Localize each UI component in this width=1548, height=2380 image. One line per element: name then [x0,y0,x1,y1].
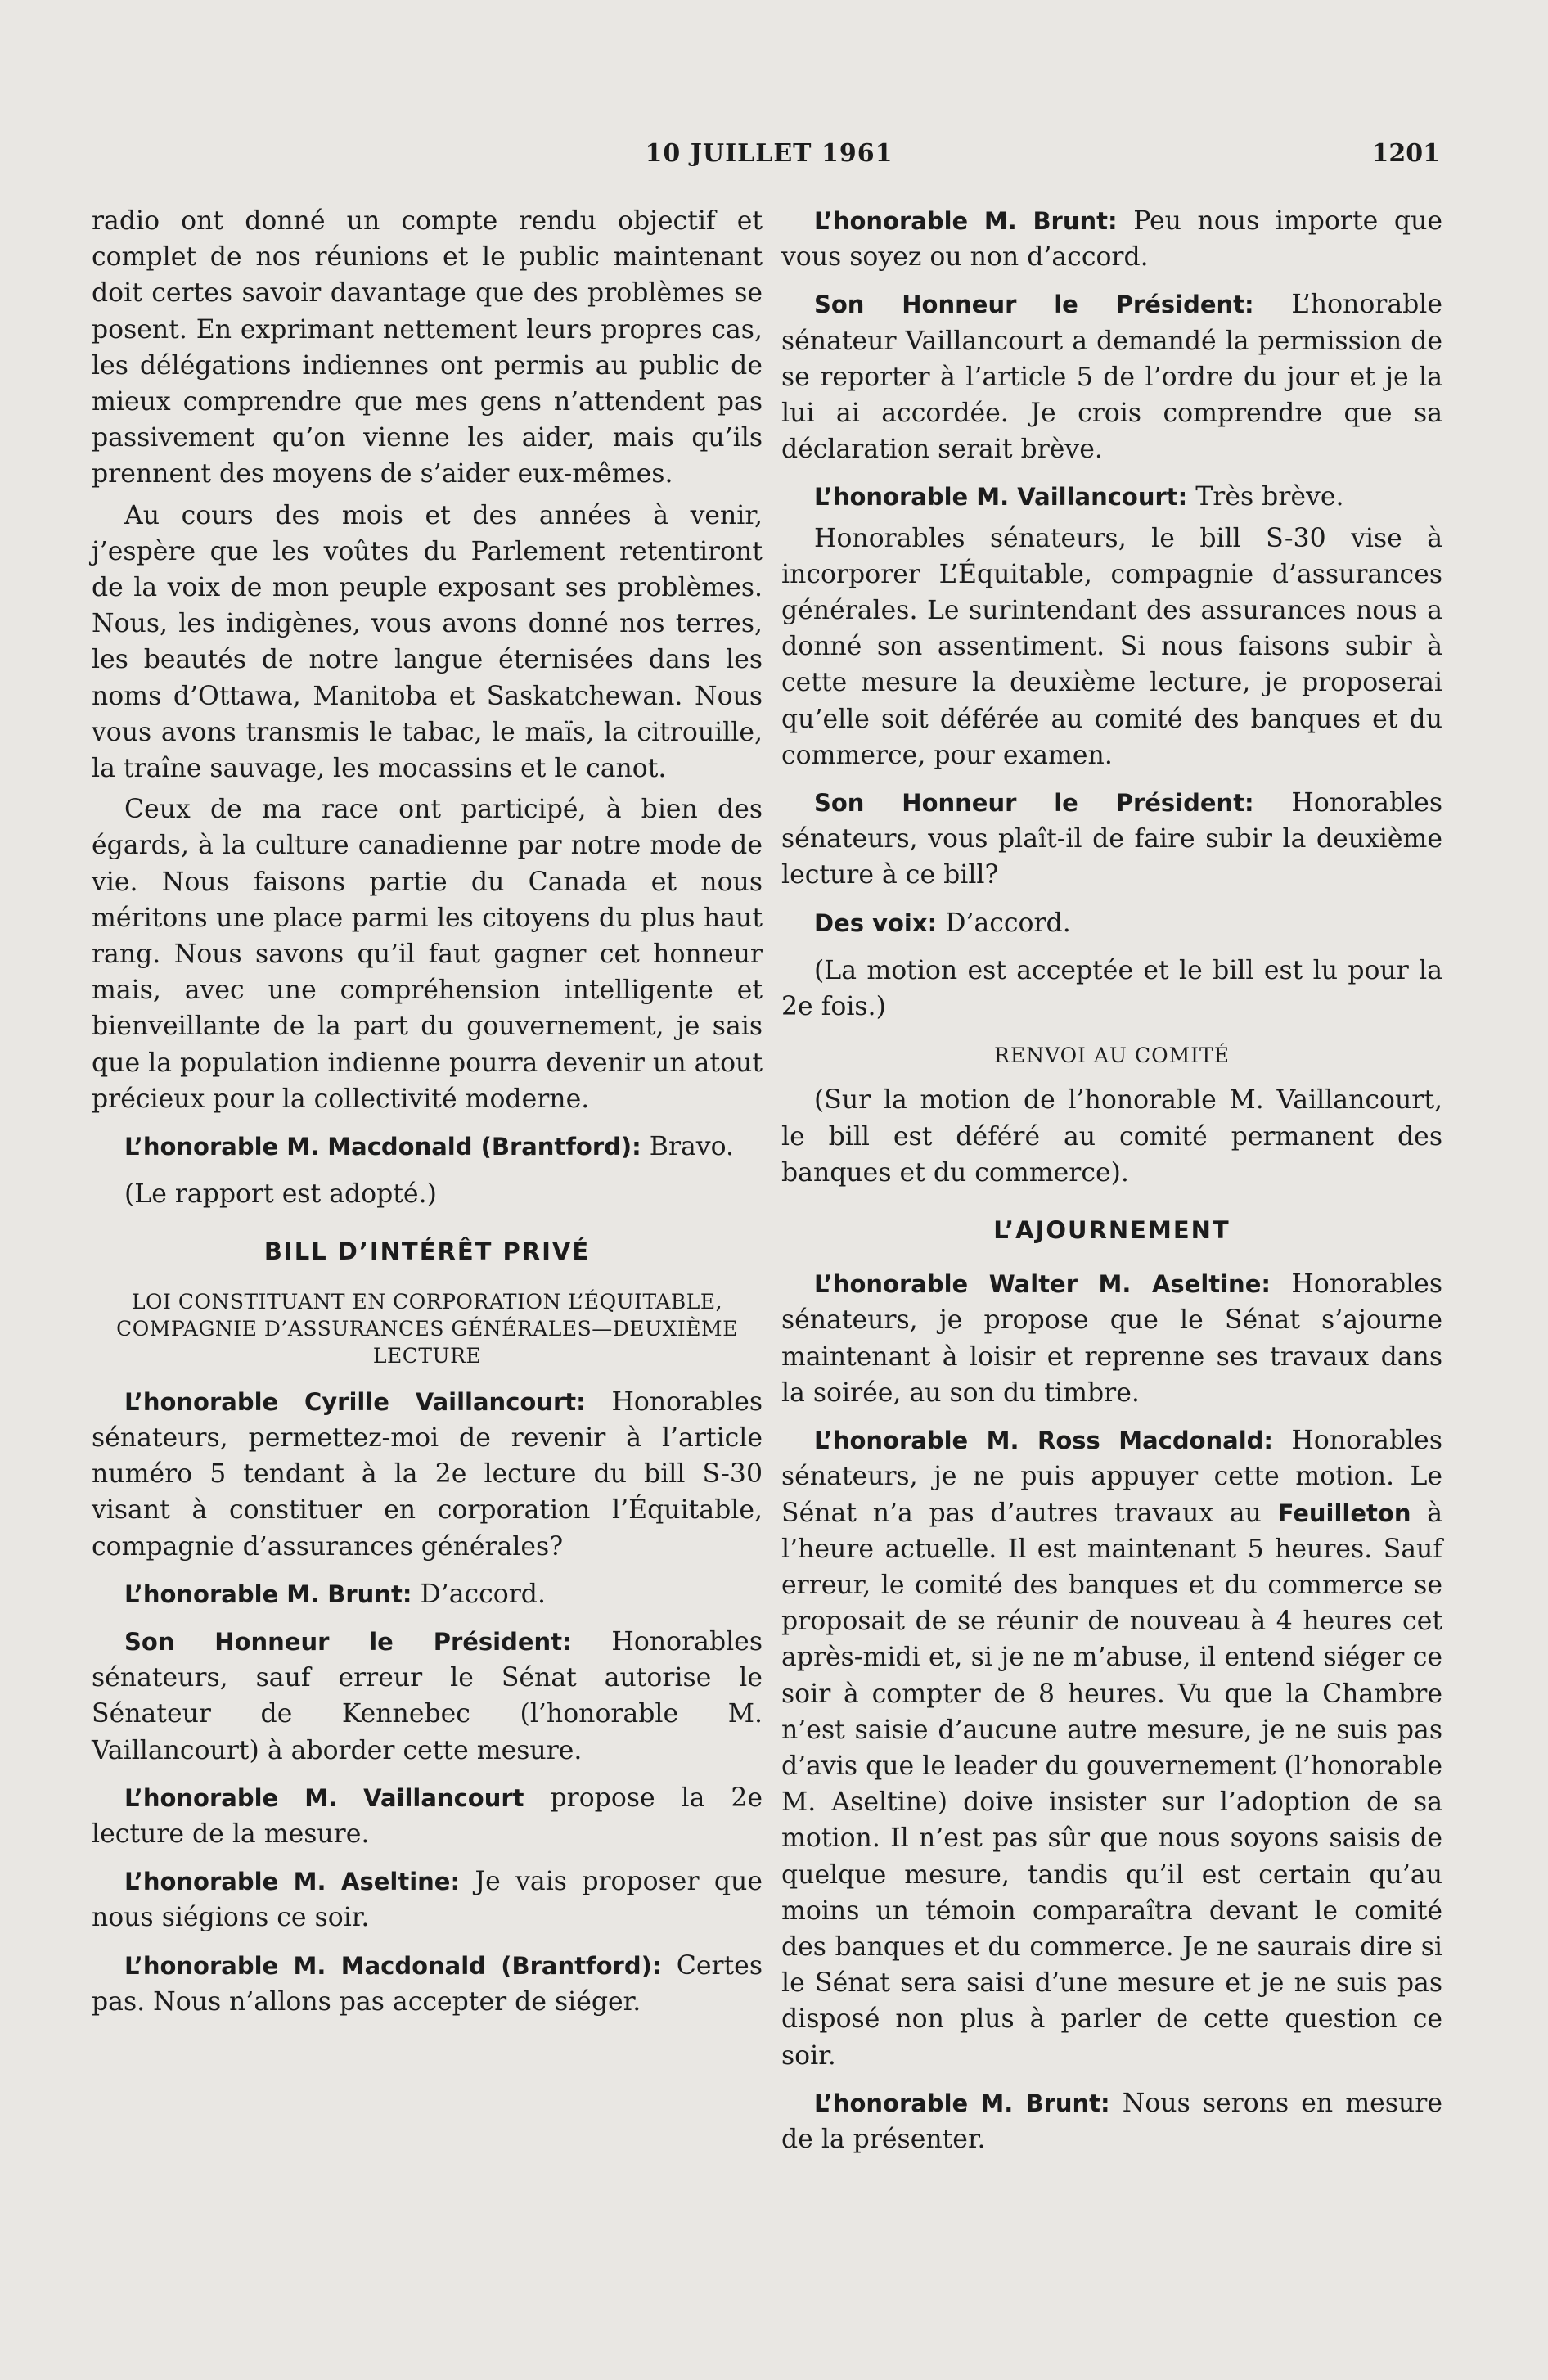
speech [92,1129,763,1165]
page-number: 1201 [1371,139,1440,168]
speaker-name: L’honorable M. Vaillancourt: [814,483,1188,512]
speaker-name: L’honorable M. Macdonald (Brantford): [124,1951,662,1980]
speech [92,1780,763,1852]
speaker-name: L’honorable M. Ross Macdonald: [814,1427,1274,1455]
speaker-name: Son Honneur le Président: [124,1627,572,1656]
speaker-name: Des voix: [814,908,938,937]
speaker-name: L’honorable Cyrille Vaillancourt: [124,1387,586,1416]
speech-text: Honorables sénateurs, permettez-moi de revenir à l’article numéro 5 tendant à la 2e lecture du bill S-30 visant à constituer en corporation l’Équitable, compagnie d’assurances générales? [92,1386,763,1562]
speaker-name: L’honorable M. Vaillancourt [124,1783,524,1812]
speaker-name: L’honorable M. Macdonald (Brantford): [124,1133,641,1161]
section-heading: BILL D’INTÉRÊT PRIVÉ [263,1237,591,1266]
paragraph: radio ont donné un compte rendu objectif et complet de nos réunions et le public maintenant doit certes savoir davantage que des problèmes se posent. En exprimant nettement leurs propres cas, les délégations indiennes ont permis au public de mieux comprendre que mes gens n’attendent pas passivement qu’on vienne les aider, mais qu’ils prennent des moyens de s’aider eux-mêmes. [92,206,763,489]
speech [92,1576,763,1612]
paragraph: Honorables sénateurs, le bill S-30 vise à incorporer L’Équitable, compagnie d’assurances générales. Le surintendant des assurances nous a donné son assentiment. Si nous faisons subir à cette mesure la deuxième lecture, je proposerai qu’elle soit déférée au comité des banques et du commerce, pour examen. [781,523,1442,770]
speech-text: à l’heure actuelle. Il est maintenant 5 heures. Sauf erreur, le comité des banques et du commerce se proposait de se réunir de nouveau à 4 heures cet après-midi et, si je ne m’abuse, il entend siéger ce soir à compter de 8 heures. Vu que la Chambre n’est saisie d’aucune autre mesure, je ne suis pas d’avis que le leader du gouvernement (l’honorable M. Aseltine) doive insister sur l’adoption de sa motion. Il n’est pas sûr que nous soyons saisis de quelque mesure, tandis qu’il est certain qu’au moins un témoin comparaîtra devant le comité des banques et du commerce. Je ne saurais dire si le Sénat sera saisi d’une mesure et je ne suis pas disposé non plus à parler de cette question ce soir. [781,1498,1442,2071]
speech-text: Honorables sénateurs, je propose que le Sénat s’ajourne maintenant à loisir et reprenne ses travaux dans la soirée, au son du timbre. [781,1269,1442,1408]
speech [92,1864,763,1936]
procedural-note: (La motion est acceptée et le bill est lu pour la 2e fois.) [781,955,1442,1022]
speech [781,286,1442,467]
subsection-heading: LOI CONSTITUANT EN CORPORATION L’ÉQUITABLE, COMPAGNIE D’ASSURANCES GÉNÉRALES—DEUXIÈME LECTURE [116,1289,738,1368]
speaker-name: L’honorable M. Brunt: [814,2089,1110,2117]
speaker-name: L’honorable M. Brunt: [814,207,1118,235]
speech [781,2085,1442,2157]
speech-text: Bravo. [649,1132,735,1162]
speech-text: Certes pas. Nous n’allons pas accepter de siéger. [92,1950,763,2017]
speaker-name: L’honorable M. Brunt: [124,1580,412,1608]
speech-text: Honorables sénateurs, je ne puis appuyer cette motion. Le Sénat n’a pas d’autres travaux au [781,1426,1442,1528]
paragraph: Au cours des mois et des années à venir, j’espère que les voûtes du Parlement retentiront de la voix de mon peuple exposant ses problèmes. Nous, les indigènes, vous avons donné nos terres, les beautés de notre langue éternisées dans les noms d’Ottawa, Manitoba et Saskatchewan. Nous vous avons transmis le tabac, le maïs, la citrouille, la traîne sauvage, les mocassins et le canot. [92,500,763,784]
speaker-name: Son Honneur le Président: [814,291,1254,319]
section-heading: RENVOI AU COMITÉ [994,1044,1230,1068]
speech-text: propose la 2e lecture de la mesure. [92,1783,763,1849]
speech [781,203,1442,275]
speech [781,905,1442,941]
paragraph: Ceux de ma race ont participé, à bien des égards, à la culture canadienne par notre mode de vie. Nous faisons partie du Canada et nous méritons une place parmi les citoyens du plus haut rang. Nous savons qu’il faut gagner cet honneur mais, avec une compréhension intelligente et bienveillante de la part du gouvernement, je sais que la population indienne pourra devenir un atout précieux pour la collectivité moderne. [92,795,763,1114]
page-header [98,139,1440,180]
section-heading: L’AJOURNEMENT [993,1216,1231,1245]
speaker-name: L’honorable M. Aseltine: [124,1868,461,1896]
speech-text: Très brève. [1195,482,1344,512]
speech-text: Nous serons en mesure de la présenter. [781,2088,1442,2154]
speech [92,1624,763,1769]
speaker-name: Son Honneur le Président: [814,789,1254,818]
speech-text: D’accord. [420,1579,546,1609]
procedural-note: (Le rapport est adopté.) [124,1179,437,1210]
speech-text: D’accord. [945,908,1071,938]
speech [92,1384,763,1565]
bold-term: Feuilleton [1277,1499,1411,1527]
speech-text: Honorables sénateurs, vous plaît-il de faire subir la deuxième lecture à ce bill? [781,788,1442,890]
procedural-note: (Sur la motion de l’honorable M. Vaillancourt, le bill est déféré au comité permanent des banques et du commerce). [781,1085,1442,1188]
left-column [92,203,763,2020]
speech [92,1948,763,2020]
speech-text: Je vais proposer que nous siégions ce soir. [92,1867,763,1933]
speech-text: Honorables sénateurs, sauf erreur le Sénat autorise le Sénateur de Kennebec (l’honorable M. Vaillancourt) à aborder cette mesure. [92,1626,763,1765]
speech-text: Peu nous importe que vous soyez ou non d’accord. [781,206,1442,273]
speech [781,785,1442,894]
speech [781,1266,1442,1411]
speech-text: L’honorable sénateur Vaillancourt a demandé la permission de se reporter à l’article 5 de l’ordre du jour et je la lui ai accordée. Je crois comprendre que sa déclaration serait brève. [781,290,1443,465]
page-date: 10 JUILLET 1961 [645,139,893,168]
right-column [781,203,1442,2157]
speech [781,1422,1442,2074]
speech [781,479,1442,515]
speaker-name: L’honorable Walter M. Aseltine: [814,1270,1271,1299]
